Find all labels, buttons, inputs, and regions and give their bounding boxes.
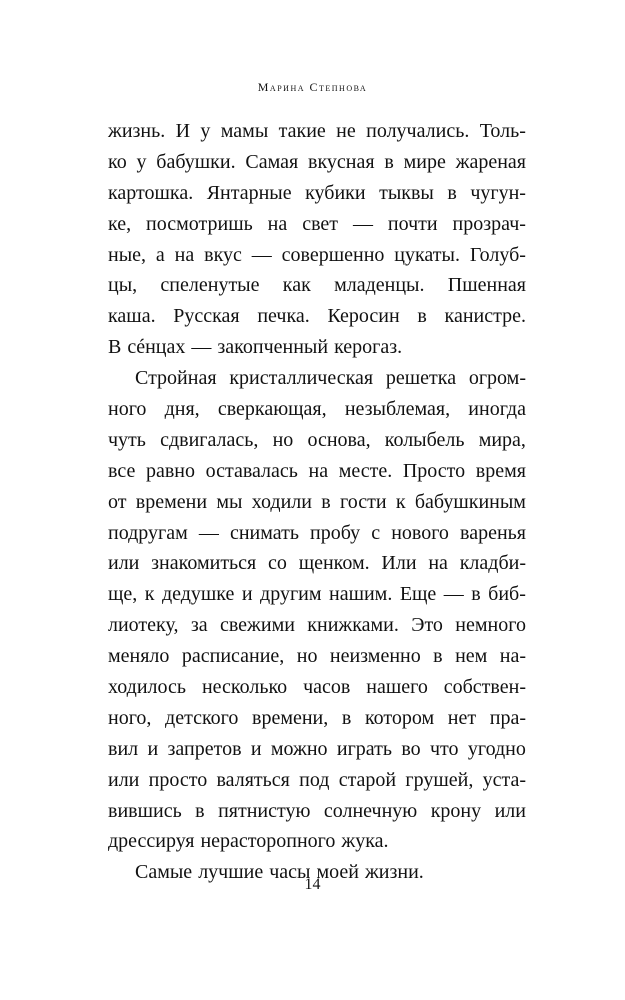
word: чуть [108,428,146,451]
word: нашим. [329,583,393,606]
word: времени [135,490,208,513]
word: дня, [164,398,200,421]
word: в [341,706,352,729]
word: почти [387,212,438,235]
text-line [108,178,526,209]
word: нем [455,645,488,668]
word: сверкающая, [217,398,327,421]
word: картошка. [108,181,194,204]
body-text [108,116,526,888]
word: Самые [135,861,193,884]
word: свет [302,212,339,235]
text-line [108,641,526,672]
word: нет [447,706,477,729]
text-line [108,703,526,734]
word: И [175,120,191,142]
word: в [195,799,205,822]
word: в [433,645,443,668]
word: керогаз. [334,336,403,359]
word: ные, [108,243,147,266]
word: знакомиться [151,552,257,575]
word: котором [364,706,435,729]
word: но [272,428,294,451]
word: Керосин [327,305,400,328]
page-number: 14 [304,876,321,893]
word: иногда [468,398,526,421]
word: — [443,583,464,606]
word: часов [303,676,351,699]
text-line [108,332,526,363]
word: на [428,552,448,575]
text-line [108,579,526,610]
word: нашего [366,676,428,699]
word: детского [165,706,239,729]
word: мира, [478,428,526,451]
text-line [108,270,526,301]
text-line [108,796,526,827]
word: снимать [229,521,299,544]
word: часы [269,861,311,884]
word: от [108,490,127,513]
word: собствен- [443,676,526,699]
word: сéнцах [127,336,186,359]
word: совершенно [281,243,385,266]
word: времени, [252,706,329,729]
word: несколько [201,676,288,699]
text-line [108,672,526,703]
word: ке, [108,212,132,235]
word: жука. [341,830,389,853]
word: дрессируя [108,830,195,853]
word: — [352,212,373,235]
word: и [147,737,159,760]
text-line [108,116,526,147]
word: — [198,521,219,544]
text-line [108,487,526,518]
word: за [190,614,208,637]
word: младенцы. [334,274,425,297]
word: кристаллическая [229,367,374,390]
word: или [108,552,140,575]
word: время [475,459,526,482]
word: книжками. [307,614,399,637]
word: лучшие [198,861,264,884]
word: как [282,274,311,297]
word: биб- [488,583,526,606]
word: посмотришь [146,212,253,235]
word: кладби- [459,552,526,575]
word: жареная [455,150,526,173]
word: цы, [108,274,138,297]
word: лиотеку, [108,614,179,637]
text-line [108,518,526,549]
word: ко [108,150,127,173]
word: можно [270,737,328,760]
word: в [447,181,457,204]
word: в [384,150,394,173]
word: основа, [307,428,371,451]
word: ного [108,398,147,421]
word: В [108,336,122,359]
word: со [268,552,287,575]
word: мамы [220,120,269,142]
word: свежими [219,614,295,637]
text-line [108,456,526,487]
word: жизнь. [108,120,166,142]
word: цукаты. [394,243,460,266]
word: решетка [385,367,457,390]
text-line [108,147,526,178]
word: Пшенная [447,274,526,297]
word: Или [381,552,417,575]
word: ходили [251,490,312,513]
word: мире [403,150,446,173]
text-line [108,209,526,240]
word: дедушке [161,583,235,606]
word: играть [336,737,393,760]
word: во [401,737,421,760]
word: солнечную [323,799,418,822]
word: и [241,583,253,606]
word: моей [316,861,359,884]
word: каша. [108,305,156,328]
word: меняло [108,645,170,668]
word: получались. [366,120,470,142]
word: пра- [489,706,526,729]
word: незыблемая, [344,398,451,421]
text-line [108,394,526,425]
word: или [108,768,140,791]
word: немного [455,614,526,637]
word: Просто [402,459,466,482]
word: канистре. [444,305,526,328]
word: что [430,737,459,760]
word: жизни. [364,861,424,884]
word: Еще [399,583,437,606]
word: огром- [468,367,526,390]
text-line [108,765,526,796]
word: колыбель [384,428,465,451]
word: на [267,212,288,235]
word: к [144,583,155,606]
word: вившись [108,799,182,822]
word: прозрач- [452,212,526,235]
word: нерасторопного [200,830,336,853]
word: просто [148,768,208,791]
word: сдвигалась, [160,428,259,451]
word: Русская [173,305,240,328]
word: на [308,459,329,482]
word: подругам [108,521,188,544]
word: не [336,120,356,142]
word: у [136,150,147,173]
word: пробу [310,521,361,544]
word: закопченный [217,336,329,359]
word: пятнистую [218,799,311,822]
word: но [296,645,318,668]
word: уста- [482,768,526,791]
word: на [174,243,195,266]
word: — [251,243,272,266]
text-line [108,240,526,271]
word: Самая [245,150,299,173]
word: бабушкиным [414,490,526,513]
word: ще, [108,583,138,606]
word: мы [216,490,243,513]
word: Толь- [479,120,526,142]
word: старой [338,768,397,791]
word: к [395,490,406,513]
word: или [494,799,526,822]
word: бабушки. [156,150,236,173]
word: угодно [467,737,526,760]
word: чугун- [470,181,526,204]
word: в [417,305,427,328]
word: грушей, [405,768,474,791]
word: в [471,583,481,606]
word: ходилось [108,676,187,699]
running-header-author: Марина Степнова [257,80,368,94]
text-line [108,301,526,332]
text-line [108,826,526,857]
word: все [108,459,136,482]
text-line [108,425,526,456]
word: с [371,521,381,544]
word: ного, [108,706,152,729]
word: у [200,120,211,142]
word: запретов [167,737,242,760]
word: расписание, [181,645,285,668]
word: крону [430,799,482,822]
word: равно [145,459,195,482]
word: вкусная [308,150,375,173]
word: неизменно [329,645,421,668]
word: валяться [216,768,290,791]
word: Это [411,614,443,637]
word: спеленутые [160,274,260,297]
word: на- [499,645,526,668]
word: такие [278,120,326,142]
word: вил [108,737,139,760]
word: Янтарные [206,181,292,204]
word: кубики [305,181,366,204]
word: в [321,490,331,513]
word: месте. [338,459,393,482]
word: а [155,243,165,266]
word: под [299,768,330,791]
word: варенья [460,521,526,544]
word: — [191,336,212,359]
text-line [108,734,526,765]
word: гости [340,490,387,513]
word: щенком. [298,552,370,575]
word: и [250,737,262,760]
word: вкус [204,243,242,266]
word: печка. [257,305,310,328]
text-line [108,548,526,579]
word: другим [260,583,322,606]
text-line [108,363,526,394]
word: Голуб- [469,243,526,266]
word: тыквы [379,181,434,204]
word: нового [391,521,449,544]
word: Стройная [135,367,217,390]
text-line [108,610,526,641]
word: оставалась [205,459,298,482]
